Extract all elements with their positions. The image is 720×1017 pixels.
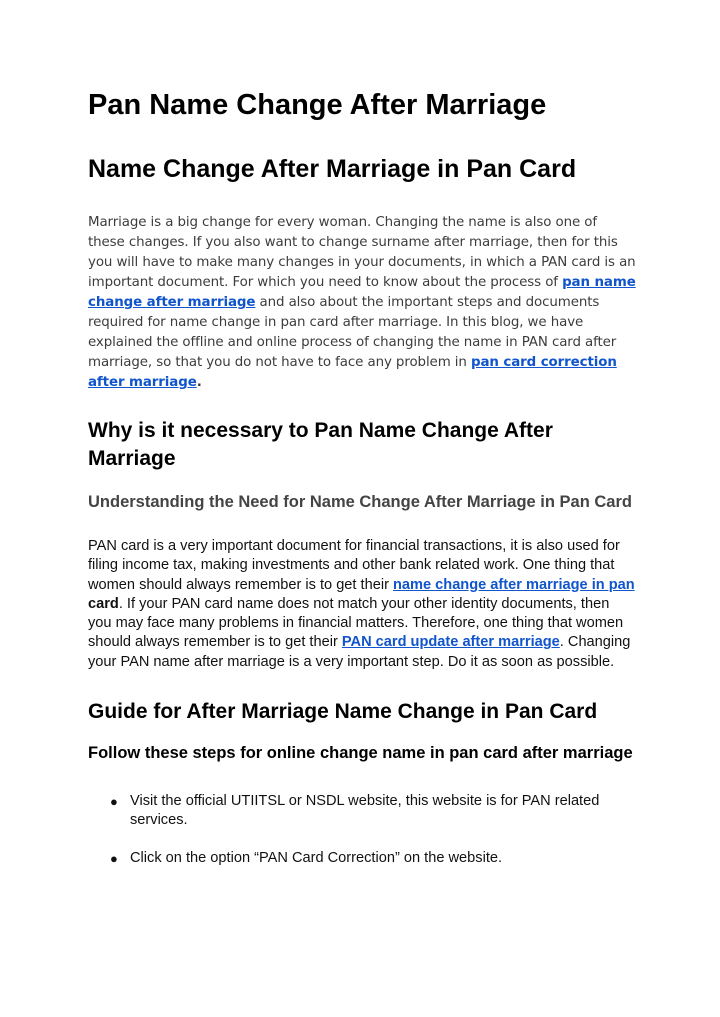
section-heading-why: Why is it necessary to Pan Name Change After Marriage	[88, 419, 553, 470]
step-text: Visit the official UTIITSL or NSDL website, this website is for PAN related services.	[130, 793, 600, 829]
link-pan-name-change-after-marriage[interactable]: pan name change after marriage	[88, 275, 636, 310]
need-text-1: PAN card is a very important document for financial transactions, it is also used for filing income tax, making investments and other bank related work. One thing that women should always remember is to get their	[88, 538, 620, 593]
page-title: Pan Name Change After Marriage	[88, 89, 547, 121]
need-paragraph	[88, 537, 636, 672]
intro-paragraph	[88, 213, 636, 393]
section-subheading-steps: Follow these steps for online change name in pan card after marriage	[88, 744, 633, 763]
steps-list	[88, 792, 636, 868]
page-subtitle: Name Change After Marriage in Pan Card	[88, 155, 577, 183]
link-pan-card-correction-after-marriage[interactable]: pan card correction after marriage	[88, 355, 617, 390]
need-text-2: . If your PAN card name does not match your other identity documents, then you may face many problems in financial matters. Therefore, one thing that women should always remember is to get their	[88, 595, 624, 651]
intro-text-2: and also about the important steps and documents required for name change in pan card after marriage. In this blog, we have explained the offline and online process of changing the name in PAN card after marriage, so that you do not have to face any problem in	[88, 295, 617, 370]
need-text-3: . Changing your PAN name after marriage is a very important step. Do it as soon as possible.	[88, 634, 631, 670]
list-item	[88, 792, 636, 831]
bullet-icon: ●	[110, 850, 118, 866]
section-heading-guide: Guide for After Marriage Name Change in Pan Card	[88, 700, 598, 724]
section-subheading-need: Understanding the Need for Name Change After Marriage in Pan Card	[88, 493, 632, 511]
link-name-change-after-marriage-in-pan[interactable]: name change after marriage in pan	[392, 576, 635, 593]
document-content	[88, 88, 636, 886]
step-text: Click on the option “PAN Card Correction” on the website.	[130, 849, 503, 866]
intro-text-1: Marriage is a big change for every woman. Changing the name is also one of these changes. If you also want to change surname after marriage, then for this you will have to make many changes in your documents, in which a PAN card is an important document. For which you need to know about the process of	[88, 215, 636, 290]
bullet-icon: ●	[110, 794, 118, 810]
list-item	[88, 849, 636, 868]
need-bold-card: card	[88, 595, 119, 612]
intro-text-3: .	[196, 375, 202, 390]
link-pan-card-update-after-marriage[interactable]: PAN card update after marriage	[341, 634, 560, 651]
